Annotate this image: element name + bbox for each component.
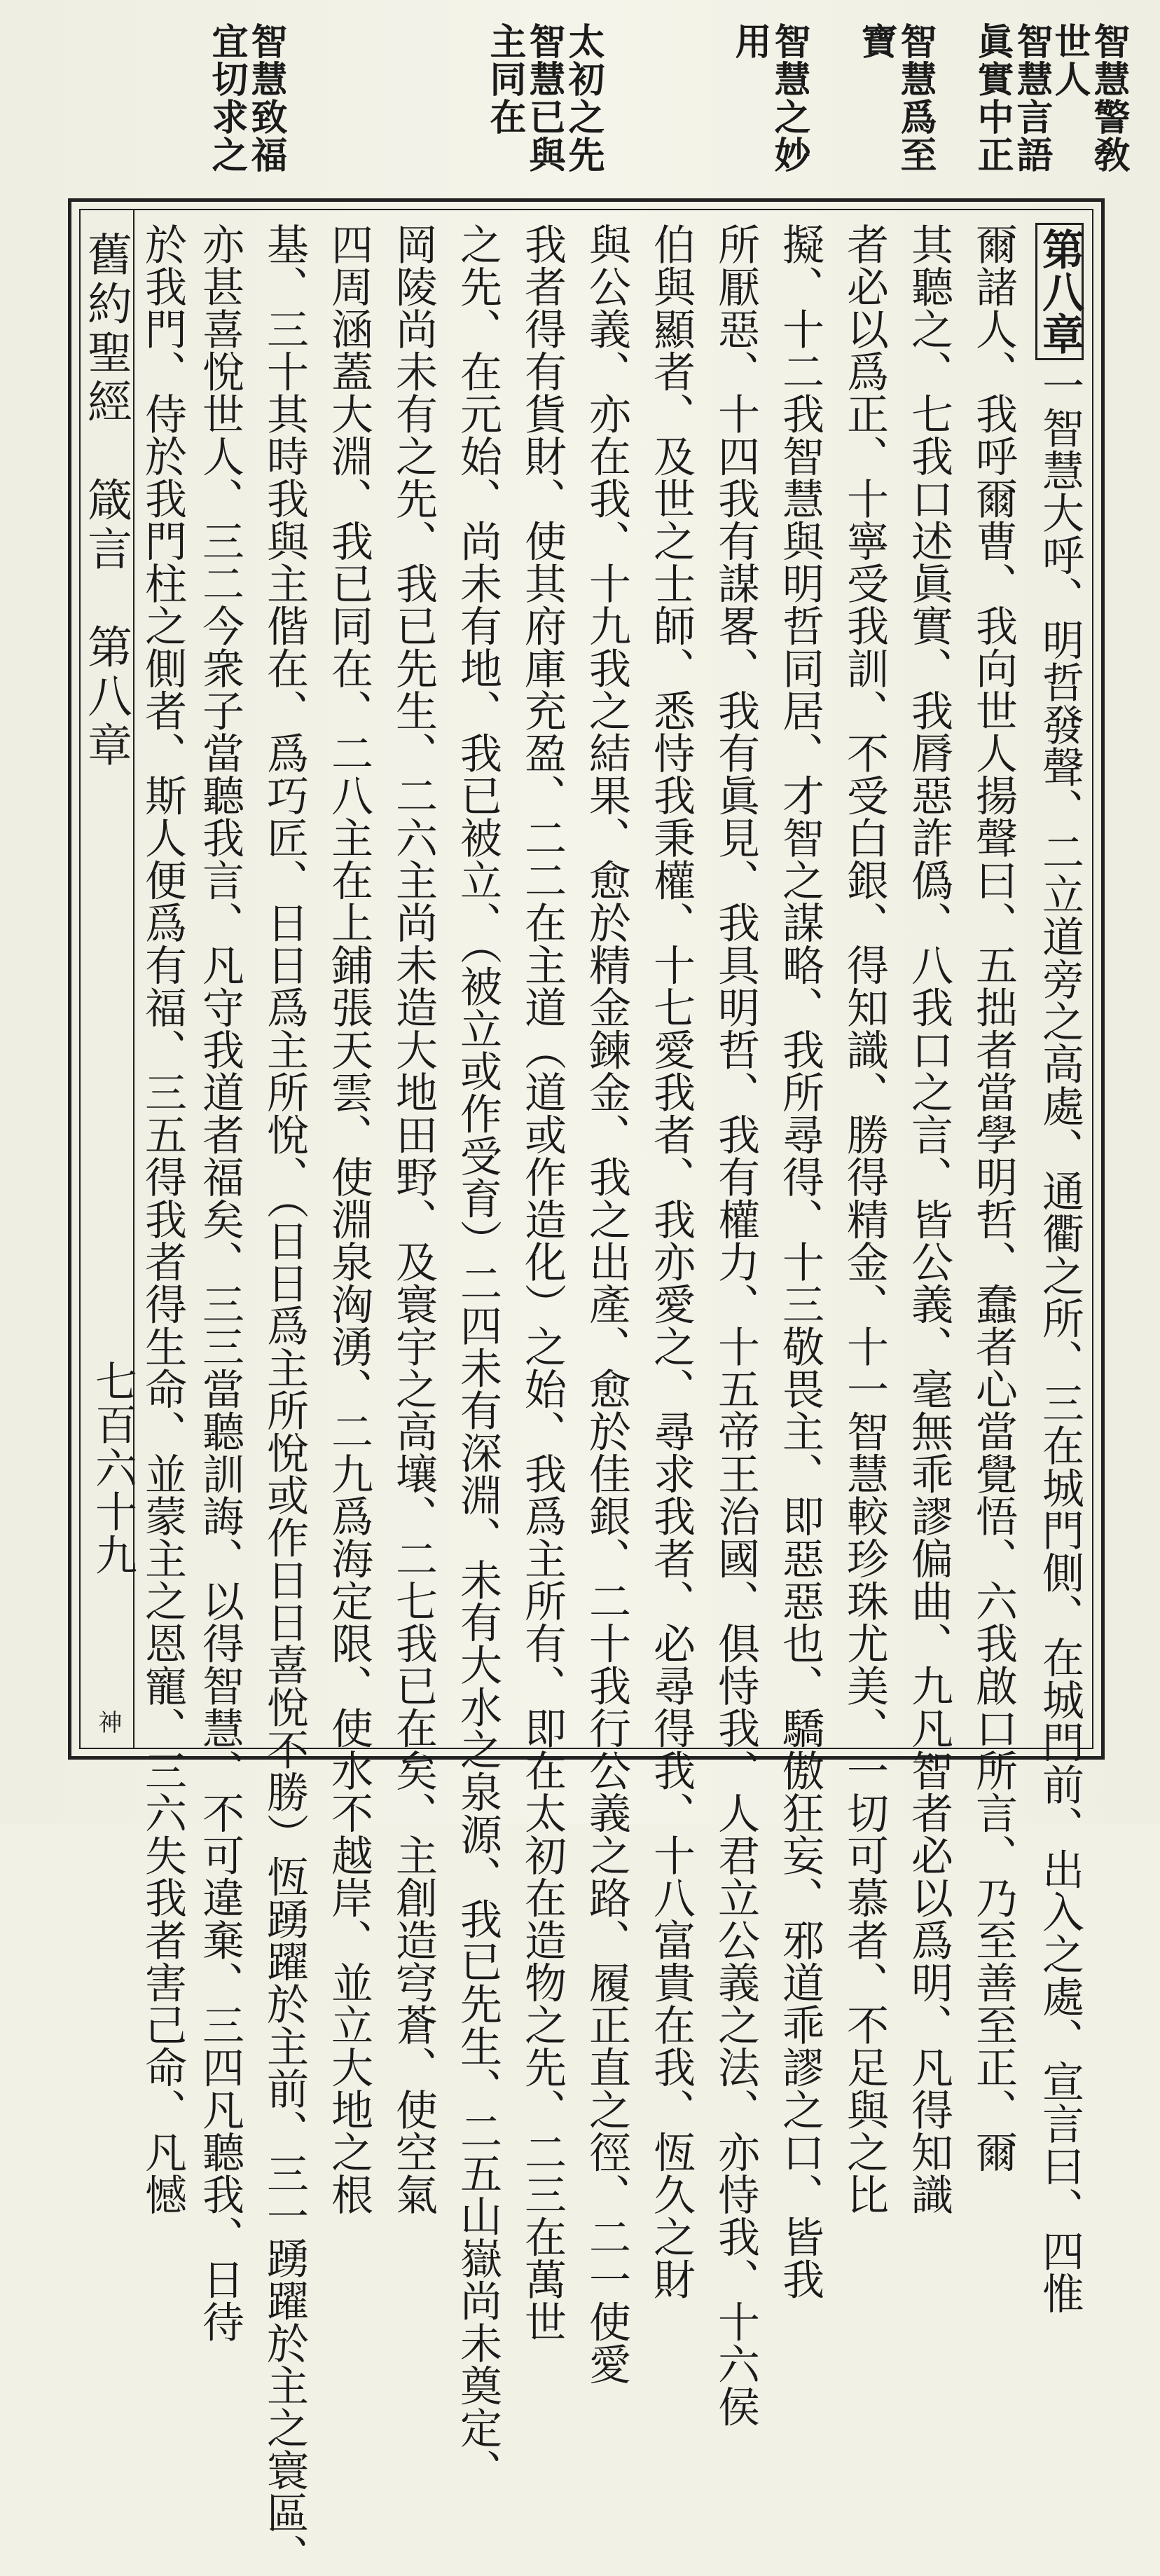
chapter-heading: 第八章 [1035, 223, 1084, 360]
margin-note: 智慧言語眞實中正 [971, 22, 1053, 174]
page-number: 七百六十九 [88, 1359, 137, 1577]
text-column: 其聽之、七我口述眞實、我脣惡詐僞、八我口之言、皆公義、毫無乖謬偏曲、九凡智者必以爲明、凡得知識 [904, 223, 953, 2216]
running-title: 舊約聖經 箴言 第八章 [80, 231, 132, 771]
text-column: 與公義、亦在我、十九我之結果、愈於精金鍊金、我之出產、愈於佳銀、二十我行公義之路、履正直之徑、二一使愛 [582, 223, 631, 2385]
text-column: 岡陵尚未有之先、我已先生、二六主尚未造大地田野、及寰宇之高壤、二七我已在矣、主創造穹蒼、使空氣 [389, 223, 438, 2216]
text-column: 之先、在元始、尚未有地、我已被立、（被立或作受育）二四未有深淵、未有大水之泉源、我已先生、二五山嶽尚未奠定、 [453, 223, 502, 2491]
margin-note: 智慧之妙用 [729, 22, 810, 174]
margin-note: 智慧警敎世人 [1048, 22, 1130, 174]
text-column: 於我門、侍於我門柱之側者、斯人便爲有福、三五得我者得生命、並蒙主之恩寵、三六失我者害己命、凡憾 [138, 223, 187, 2216]
text-column: 伯與顯者、及世之士師、悉恃我秉權、十七愛我者、我亦愛之、尋求我者、必尋得我、十八富貴在我、恆久之財 [647, 223, 696, 2301]
text-column: 基、三十其時我與主偕在、爲巧匠、日日爲主所悅、（日日爲主所悅或作日日喜悅不勝）恆踴躍於主前、三一踴躍於主之寰區、 [260, 223, 309, 2576]
margin-note: 智慧致福宜切求之 [205, 22, 287, 174]
text-column: 擬、十二我智慧與明哲同居、才智之謀略、我所尋得、十三敬畏主、即惡惡也、驕傲狂妄、邪道乖謬之口、皆我 [775, 223, 824, 2301]
margin-note: 智慧爲至寶 [855, 22, 937, 174]
text-column: 所厭惡、十四我有謀畧、我有眞見、我具明哲、我有權力、十五帝王治國、俱恃我、人君立公義之法、亦恃我、十六侯 [711, 223, 760, 2427]
text-column: 亦甚喜悅世人、三二今衆子當聽我言、凡守我道者福矣、三三當聽訓誨、以得智慧、不可違棄、三四凡聽我、日待 [195, 223, 244, 2343]
text-column: 者必以爲正、十寧受我訓、不受白銀、得知識、勝得精金、十一智慧較珍珠尤美、一切可慕者、不足與之比 [840, 223, 889, 2216]
text-column [1035, 223, 1084, 2315]
corner-mark: 神 [94, 1710, 122, 1734]
margin-note: 太初之先智慧已與主同在 [483, 22, 605, 174]
text-column: 爾諸人、我呼爾曹、我向世人揚聲曰、五拙者當學明哲、蠢者心當覺悟、六我啟口所言、乃至善至正、爾 [969, 223, 1018, 2173]
text-column: 四周涵蓋大淵、我已同在、二八主在上鋪張天雲、使淵泉洶湧、二九爲海定限、使水不越岸、並立大地之根 [324, 223, 373, 2216]
text-column: 我者得有貨財、使其府庫充盈、二二在主道（道或作造化）之始、我爲主所有、即在太初在造物之先、二三在萬世 [518, 223, 567, 2343]
column-text: 一智慧大呼、明哲發聲、二立道旁之高處、通衢之所、三在城門側、在城門前、出入之處、宣言曰、四惟 [1035, 364, 1084, 2315]
